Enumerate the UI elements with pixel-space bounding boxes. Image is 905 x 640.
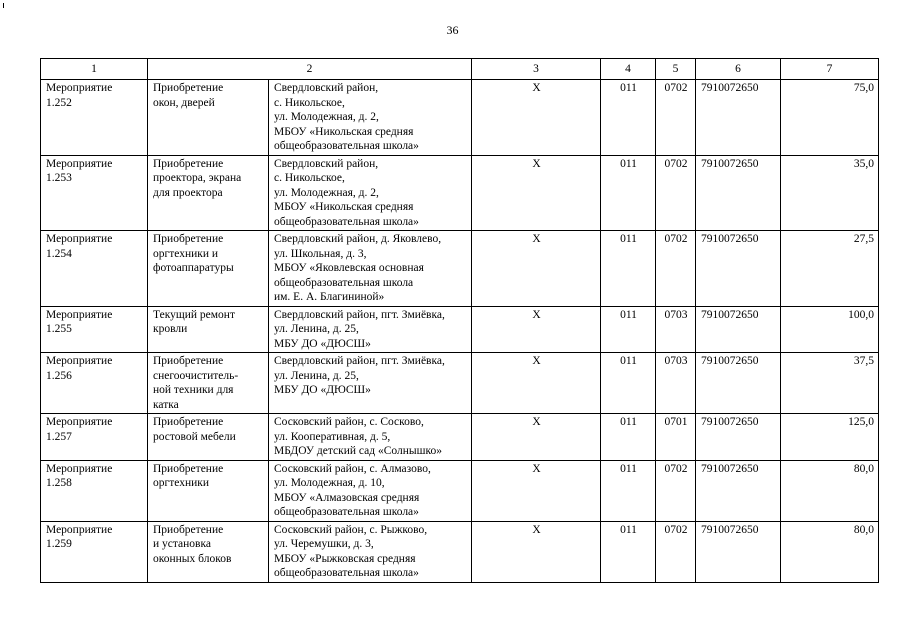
- measure-name-cell-line: фотоаппаратуры: [153, 262, 234, 274]
- col6-cell: 7910072650: [696, 231, 781, 307]
- measure-name-cell-line: Приобретение: [153, 416, 224, 428]
- measure-name-cell: [148, 353, 269, 414]
- address-cell-line: Свердловский район, пгт. Змиёвка,: [274, 355, 445, 367]
- measure-name-cell-line: окон, дверей: [153, 96, 215, 109]
- col3-cell: Х: [472, 460, 601, 521]
- col4-cell: 011: [601, 80, 656, 156]
- header-col-1: 1: [41, 59, 148, 80]
- address-cell-line: им. Е. А. Благининой»: [274, 291, 385, 303]
- corner-mark: [3, 3, 4, 8]
- address-cell-line: общеобразовательная школа»: [274, 506, 419, 518]
- measure-id-cell-line: 1.259: [46, 538, 72, 550]
- amount-cell: 80,0: [781, 521, 879, 582]
- address-cell-line: Сосковский район, с. Рыжково,: [274, 523, 428, 536]
- address-cell-line: МБОУ «Никольская средняя: [274, 201, 414, 213]
- col3-cell: Х: [472, 521, 601, 582]
- address-cell-line: Свердловский район,: [274, 82, 379, 94]
- measure-id-cell-line: 1.254: [46, 247, 72, 260]
- header-col-5: 5: [656, 59, 696, 80]
- address-cell-line: Сосковский район, с. Сосково,: [274, 416, 424, 428]
- measure-id-cell: [41, 155, 148, 231]
- measure-name-cell-line: Приобретение: [153, 355, 224, 367]
- address-cell-line: МБОУ «Рыжковская средняя: [274, 552, 416, 565]
- col5-cell: 0702: [656, 155, 696, 231]
- col4-cell: 011: [601, 460, 656, 521]
- measure-name-cell-line: кровли: [153, 323, 188, 335]
- amount-cell: 75,0: [781, 80, 879, 156]
- col6-cell: 7910072650: [696, 306, 781, 353]
- address-cell-line: ул. Кооперативная, д. 5,: [274, 430, 391, 443]
- measure-name-cell-line: для проектора: [153, 186, 223, 199]
- col3-cell: Х: [472, 231, 601, 307]
- address-cell-line: ул. Молодежная, д. 2,: [274, 186, 379, 199]
- col4-cell: 011: [601, 155, 656, 231]
- col6-cell: 7910072650: [696, 521, 781, 582]
- table-row: [41, 521, 879, 582]
- amount-cell: 80,0: [781, 460, 879, 521]
- col4-cell: 011: [601, 231, 656, 307]
- measure-name-cell: [148, 80, 269, 156]
- measure-name-cell-line: проектора, экрана: [153, 172, 242, 184]
- table-row: [41, 414, 879, 461]
- address-cell-line: МБОУ «Алмазовская средняя: [274, 491, 420, 504]
- amount-cell: 125,0: [781, 414, 879, 461]
- amount-cell: 100,0: [781, 306, 879, 353]
- address-cell-line: Свердловский район, пгт. Змиёвка,: [274, 308, 445, 321]
- measure-name-cell: [148, 155, 269, 231]
- measure-name-cell-line: ной техники для: [153, 384, 234, 396]
- address-cell: [269, 521, 472, 582]
- address-cell-line: ул. Черемушки, д. 3,: [274, 538, 374, 550]
- header-col-3: 3: [472, 59, 601, 80]
- col4-cell: 011: [601, 306, 656, 353]
- address-cell-line: ул. Молодежная, д. 2,: [274, 111, 379, 123]
- document-table: [40, 58, 879, 583]
- measure-id-cell-line: Мероприятие: [46, 82, 113, 94]
- address-cell-line: МБОУ «Яковлевская основная: [274, 262, 424, 274]
- address-cell-line: с. Никольское,: [274, 96, 345, 109]
- measure-name-cell: [148, 521, 269, 582]
- col6-cell: 7910072650: [696, 80, 781, 156]
- amount-cell: 27,5: [781, 231, 879, 307]
- measure-id-cell: [41, 353, 148, 414]
- measure-name-cell: [148, 231, 269, 307]
- address-cell-line: МБУ ДО «ДЮСШ»: [274, 384, 371, 396]
- measure-id-cell-line: 1.256: [46, 369, 72, 382]
- measure-id-cell-line: Мероприятие: [46, 416, 113, 428]
- col5-cell: 0702: [656, 231, 696, 307]
- address-cell-line: общеобразовательная школа»: [274, 567, 419, 579]
- address-cell-line: МБОУ «Никольская средняя: [274, 125, 414, 138]
- address-cell-line: МБУ ДО «ДЮСШ»: [274, 337, 371, 350]
- page-number: 36: [446, 23, 459, 37]
- measure-name-cell-line: Текущий ремонт: [153, 308, 235, 321]
- table-body: [41, 80, 879, 583]
- address-cell: [269, 460, 472, 521]
- col5-cell: 0702: [656, 80, 696, 156]
- measure-name-cell-line: оргтехники и: [153, 247, 219, 260]
- col5-cell: 0703: [656, 306, 696, 353]
- address-cell-line: Свердловский район,: [274, 157, 379, 170]
- col3-cell: Х: [472, 155, 601, 231]
- header-row: [41, 59, 879, 80]
- measure-name-cell: [148, 414, 269, 461]
- measure-id-cell-line: Мероприятие: [46, 523, 113, 536]
- measure-id-cell: [41, 306, 148, 353]
- measure-id-cell: [41, 521, 148, 582]
- col4-cell: 011: [601, 521, 656, 582]
- col6-cell: 7910072650: [696, 353, 781, 414]
- address-cell-line: общеобразовательная школа: [274, 276, 414, 289]
- measure-name-cell-line: оконных блоков: [153, 552, 232, 565]
- address-cell-line: ул. Ленина, д. 25,: [274, 323, 359, 335]
- address-cell-line: Свердловский район, д. Яковлево,: [274, 233, 442, 245]
- address-cell: [269, 414, 472, 461]
- measure-name-cell: [148, 306, 269, 353]
- address-cell: [269, 231, 472, 307]
- measure-id-cell-line: Мероприятие: [46, 462, 113, 475]
- measure-id-cell-line: 1.252: [46, 96, 72, 109]
- measure-id-cell-line: Мероприятие: [46, 355, 113, 367]
- measure-id-cell-line: 1.257: [46, 430, 72, 443]
- table-row: [41, 155, 879, 231]
- col3-cell: Х: [472, 306, 601, 353]
- measure-name-cell-line: Приобретение: [153, 82, 224, 94]
- address-cell-line: МБДОУ детский сад «Солнышко»: [274, 445, 442, 457]
- table-row: [41, 231, 879, 307]
- measure-name-cell-line: ростовой мебели: [153, 430, 236, 443]
- measure-id-cell: [41, 80, 148, 156]
- col4-cell: 011: [601, 353, 656, 414]
- measure-id-cell-line: 1.255: [46, 323, 72, 335]
- measure-name-cell-line: Приобретение: [153, 462, 224, 475]
- col6-cell: 7910072650: [696, 155, 781, 231]
- header-col-6: 6: [696, 59, 781, 80]
- col3-cell: Х: [472, 80, 601, 156]
- address-cell: [269, 306, 472, 353]
- measure-name-cell-line: оргтехники: [153, 477, 209, 489]
- address-cell: [269, 155, 472, 231]
- table-row: [41, 460, 879, 521]
- measure-id-cell: [41, 231, 148, 307]
- col5-cell: 0702: [656, 521, 696, 582]
- measure-id-cell: [41, 460, 148, 521]
- col6-cell: 7910072650: [696, 460, 781, 521]
- measure-id-cell-line: Мероприятие: [46, 308, 113, 321]
- measure-id-cell: [41, 414, 148, 461]
- col3-cell: Х: [472, 414, 601, 461]
- col6-cell: 7910072650: [696, 414, 781, 461]
- measure-name-cell-line: снегоочиститель-: [153, 369, 239, 382]
- measure-name-cell-line: катка: [153, 398, 179, 411]
- table-row: [41, 353, 879, 414]
- amount-cell: 35,0: [781, 155, 879, 231]
- address-cell-line: общеобразовательная школа»: [274, 140, 419, 152]
- address-cell: [269, 80, 472, 156]
- address-cell-line: с. Никольское,: [274, 172, 345, 184]
- header-col-7: 7: [781, 59, 879, 80]
- col5-cell: 0703: [656, 353, 696, 414]
- header-col-2: 2: [148, 59, 472, 80]
- address-cell-line: ул. Молодежная, д. 10,: [274, 477, 385, 489]
- measure-name-cell: [148, 460, 269, 521]
- table-row: [41, 306, 879, 353]
- col3-cell: Х: [472, 353, 601, 414]
- measure-id-cell-line: Мероприятие: [46, 157, 113, 170]
- table-row: [41, 80, 879, 156]
- address-cell: [269, 353, 472, 414]
- address-cell-line: Сосковский район, с. Алмазово,: [274, 462, 431, 475]
- measure-name-cell-line: Приобретение: [153, 233, 224, 245]
- col5-cell: 0701: [656, 414, 696, 461]
- measure-id-cell-line: 1.258: [46, 477, 72, 489]
- measure-id-cell-line: 1.253: [46, 172, 72, 184]
- measure-name-cell-line: Приобретение: [153, 157, 224, 170]
- amount-cell: 37,5: [781, 353, 879, 414]
- measure-name-cell-line: Приобретение: [153, 523, 224, 536]
- measure-name-cell-line: и установка: [153, 538, 212, 550]
- address-cell-line: ул. Ленина, д. 25,: [274, 369, 359, 382]
- address-cell-line: общеобразовательная школа»: [274, 215, 419, 228]
- col5-cell: 0702: [656, 460, 696, 521]
- address-cell-line: ул. Школьная, д. 3,: [274, 247, 367, 260]
- header-col-4: 4: [601, 59, 656, 80]
- col4-cell: 011: [601, 414, 656, 461]
- measure-id-cell-line: Мероприятие: [46, 233, 113, 245]
